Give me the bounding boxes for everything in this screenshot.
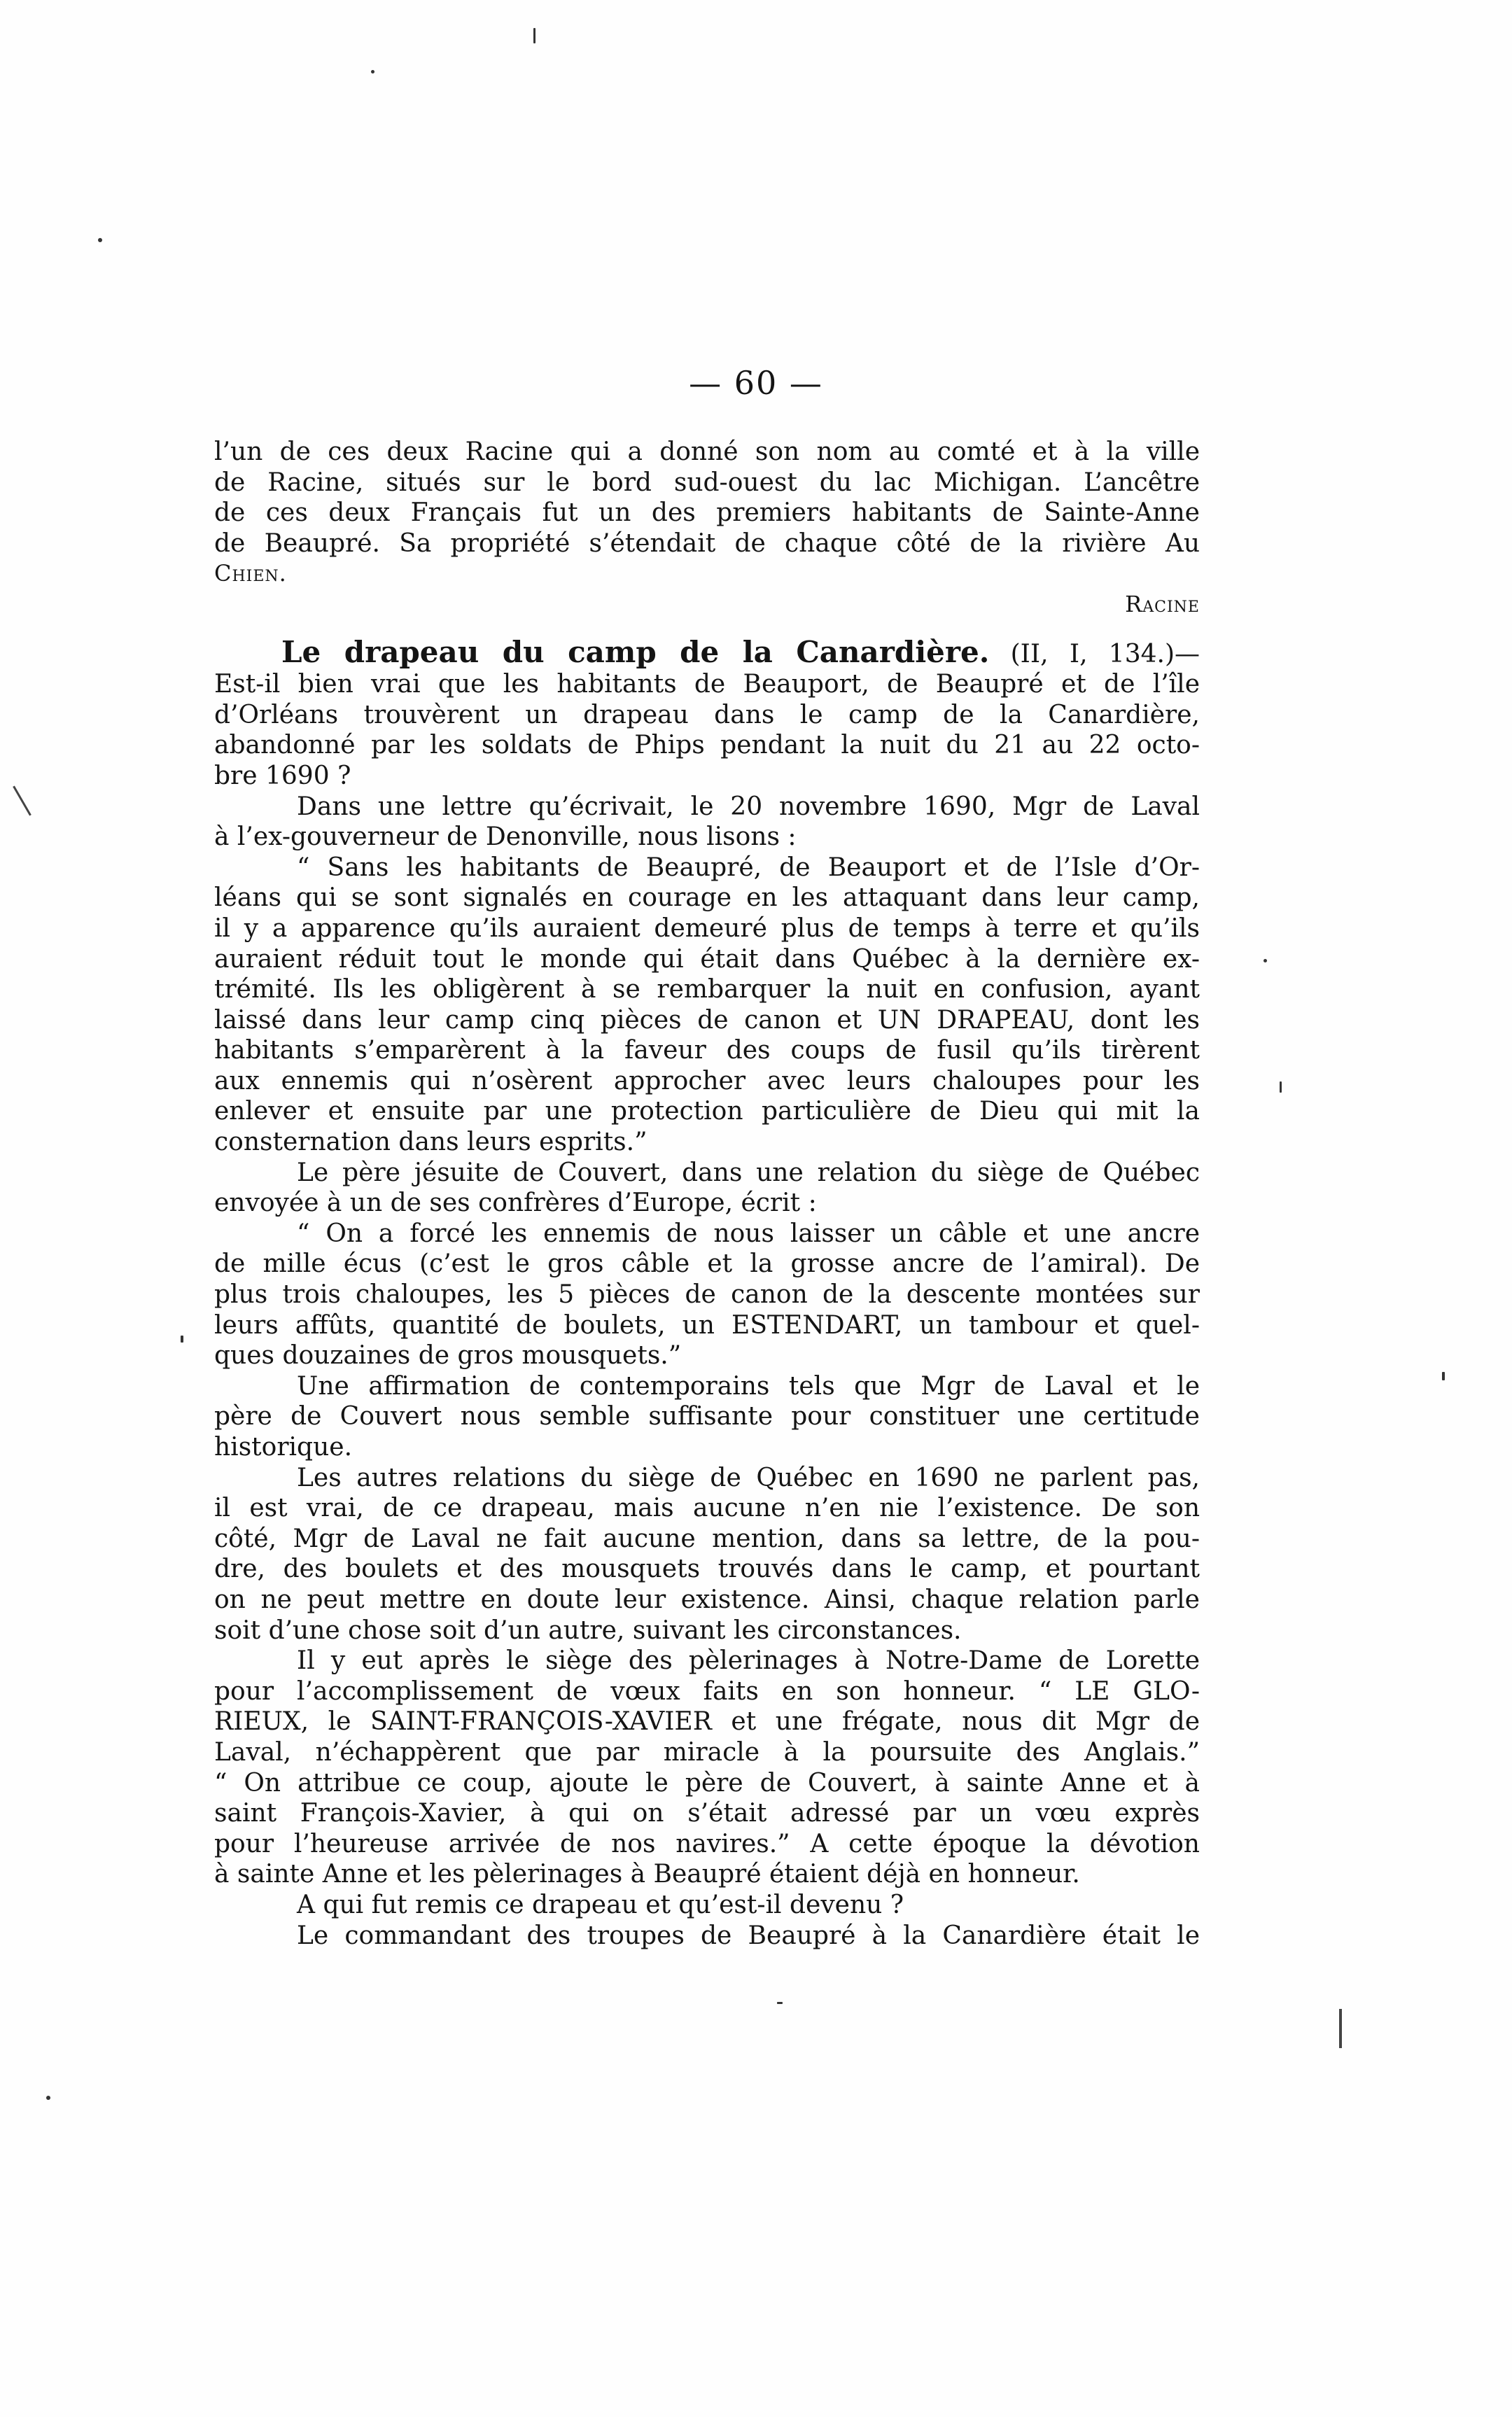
text-line: saint François-Xavier, à qui on s’était adressé par un vœu exprès <box>214 1799 1200 1828</box>
text-line: consternation dans leurs esprits.” <box>214 1128 648 1157</box>
text-line: il est vrai, de ce drapeau, mais aucune n’en nie l’existence. De son <box>214 1494 1200 1523</box>
text-line: “ On attribue ce coup, ajoute le père de Couvert, à sainte Anne et à <box>214 1768 1200 1798</box>
text-line: A qui fut remis ce drapeau et qu’est-il devenu ? <box>297 1890 904 1919</box>
text-line: Chien. <box>214 560 287 587</box>
scan-mark <box>1339 2009 1342 2048</box>
text-line: on ne peut mettre en doute leur existence. Ainsi, chaque relation parle <box>214 1585 1200 1614</box>
scan-speck <box>533 28 536 43</box>
text-line: Dans une lettre qu’écrivait, le 20 novembre 1690, Mgr de Laval <box>297 792 1200 821</box>
text-line: enlever et ensuite par une protection particulière de Dieu qui mit la <box>214 1097 1200 1126</box>
text-line: soit d’une chose soit d’un autre, suivant les circonstances. <box>214 1616 962 1645</box>
text-line: “ Sans les habitants de Beaupré, de Beauport et de l’Isle d’Or- <box>297 853 1200 882</box>
text-line: Le père jésuite de Couvert, dans une relation du siège de Québec <box>297 1158 1200 1187</box>
text-line: pour l’accomplissement de vœux faits en son honneur. “ LE GLO- <box>214 1676 1200 1706</box>
text-line: aux ennemis qui n’osèrent approcher avec leurs chaloupes pour les <box>214 1066 1200 1095</box>
text-line: de mille écus (c’est le gros câble et la grosse ancre de l’amiral). De <box>214 1249 1200 1279</box>
text-line: Il y eut après le siège des pèlerinages à Notre-Dame de Lorette <box>297 1646 1200 1676</box>
text-line: Les autres relations du siège de Québec en 1690 ne parlent pas, <box>297 1463 1200 1492</box>
text-line: RIEUX, le SAINT-FRANÇOIS-XAVIER et une frégate, nous dit Mgr de <box>214 1707 1200 1737</box>
text-line: Est-il bien vrai que les habitants de Beauport, de Beaupré et de l’île <box>214 670 1200 699</box>
section-heading: Le drapeau du camp de la Canardière. <box>281 634 990 669</box>
text-line: Laval, n’échappèrent que par miracle à la poursuite des Anglais.” <box>214 1737 1200 1767</box>
body-text <box>214 437 1200 1951</box>
section-body <box>214 669 1200 1951</box>
scan-speck <box>46 2096 50 2100</box>
scan-speck <box>371 70 374 73</box>
text-line: plus trois chaloupes, les 5 pièces de canon de la descente montées sur <box>214 1280 1200 1310</box>
scan-mark <box>13 785 31 815</box>
text-line: pour l’heureuse arrivée de nos navires.” A cette époque la dévotion <box>214 1829 1200 1858</box>
scan-speck <box>98 238 102 242</box>
text-line: Une affirmation de contemporains tels que Mgr de Laval et le <box>297 1371 1200 1401</box>
text-line: de Beaupré. Sa propriété s’étendait de chaque côté de la rivière Au <box>214 528 1200 558</box>
scan-speck <box>1280 1081 1282 1093</box>
text-line: ques douzaines de gros mousquets.” <box>214 1341 682 1371</box>
text-line: à l’ex-gouverneur de Denonville, nous lisons : <box>214 822 797 852</box>
text-line: trémité. Ils les obligèrent à se rembarquer la nuit en confusion, ayant <box>214 975 1200 1004</box>
text-line: père de Couvert nous semble suffisante pour constituer une certitude <box>214 1402 1200 1431</box>
scan-speck <box>1264 959 1267 962</box>
text-line: envoyée à un de ses confrères d’Europe, écrit : <box>214 1189 817 1218</box>
text-line: leurs affûts, quantité de boulets, un ESTENDART, un tambour et quel- <box>214 1310 1200 1340</box>
intro-paragraph <box>214 437 1200 620</box>
text-line: à sainte Anne et les pèlerinages à Beaupré étaient déjà en honneur. <box>214 1860 1080 1889</box>
text-line: dre, des boulets et des mousquets trouvés dans le camp, et pourtant <box>214 1555 1200 1584</box>
text-line: Le commandant des troupes de Beaupré à la Canardière était le <box>297 1921 1200 1950</box>
scan-speck <box>777 2002 783 2004</box>
text-line: abandonné par les soldats de Phips pendant la nuit du 21 au 22 octo- <box>214 731 1200 760</box>
text-line: de Racine, situés sur le bord sud-ouest du lac Michigan. L’ancêtre <box>214 468 1200 497</box>
text-line: laissé dans leur camp cinq pièces de canon et UN DRAPEAU, dont les <box>214 1005 1200 1035</box>
text-line: l’un de ces deux Racine qui a donné son nom au comté et à la ville <box>214 437 1200 466</box>
text-line: d’Orléans trouvèrent un drapeau dans le camp de la Canardière, <box>214 700 1200 729</box>
text-line: de ces deux Français fut un des premiers habitants de Sainte-Anne <box>214 498 1200 528</box>
text-line: Racine <box>1125 590 1200 617</box>
scan-speck <box>181 1336 183 1343</box>
text-line: bre 1690 ? <box>214 761 351 790</box>
text-line: côté, Mgr de Laval ne fait aucune mention, dans sa lettre, de la pou- <box>214 1524 1200 1553</box>
section-reference: (II, I, 134.)— <box>989 639 1200 668</box>
text-line: historique. <box>214 1433 353 1462</box>
scan-speck <box>1442 1372 1445 1380</box>
text-line: léans qui se sont signalés en courage en les attaquant dans leur camp, <box>214 883 1200 913</box>
page-number: — 60 — <box>689 364 823 402</box>
text-line: auraient réduit tout le monde qui était dans Québec à la dernière ex- <box>214 944 1200 974</box>
text-line: “ On a forcé les ennemis de nous laisser un câble et une ancre <box>297 1219 1200 1248</box>
text-line: il y a apparence qu’ils auraient demeuré plus de temps à terre et qu’ils <box>214 913 1200 943</box>
text-line: habitants s’emparèrent à la faveur des coups de fusil qu’ils tirèrent <box>214 1036 1200 1065</box>
section-heading-line <box>214 634 1200 670</box>
